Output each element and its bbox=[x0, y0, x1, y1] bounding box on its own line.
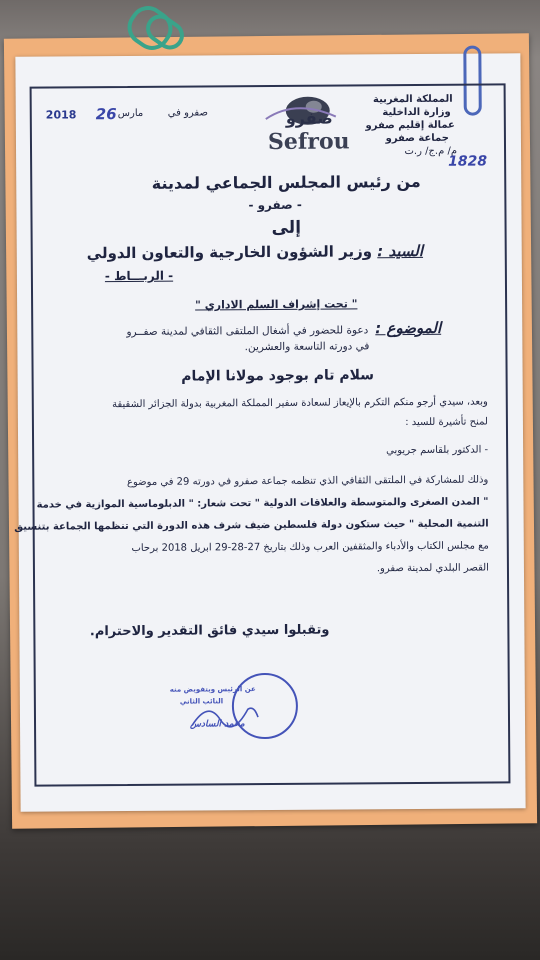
body-line: " المدن الصغرى والمتوسطة والعلاقات الدولية " تحت شعار: " الدبلوماسية الموازية في خدمة bbox=[36, 496, 489, 511]
closing-line: وتقبلوا سيدي فائق التقدير والاحترام. bbox=[89, 622, 330, 640]
body-line: التنمية المحلية " حيث ستكون دولة فلسطين ضيف شرف هذه الدورة التي تنظمها الجماعة بتنسيق bbox=[14, 518, 489, 533]
stamp-subtitle: النائب الثاني bbox=[179, 697, 224, 706]
recipient-title: وزير الشؤون الخارجية والتعاون الدولي bbox=[86, 242, 373, 263]
body-line: وبعد، سيدي أرجو منكم التكرم بالإيعاز لسعادة سفير المملكة المغربية بدولة الجزائر الشقيقة bbox=[112, 396, 488, 411]
recipient-line bbox=[87, 242, 423, 262]
body-line: القصر البلدي لمدينة صفرو. bbox=[376, 562, 489, 575]
date-month: مارس bbox=[117, 107, 144, 120]
body-line: وذلك للمشاركة في الملتقى الثقافي الذي تنظمه جماعة صفرو في دورته 29 في موضوع bbox=[126, 474, 489, 489]
sefrou-logo bbox=[246, 88, 356, 159]
body-line: لمنح تأشيرة للسيد : bbox=[405, 416, 488, 429]
stamp-text: عن الرئيس وبتفويض منه bbox=[169, 685, 256, 694]
subject-label: الموضوع : bbox=[375, 318, 442, 338]
date-prefix: صفرو في bbox=[167, 107, 209, 119]
logo-arabic: صفرو bbox=[285, 108, 333, 128]
recipient-label: السيد : bbox=[377, 241, 424, 261]
subject-line: في دورته التاسعة والعشرين. bbox=[244, 340, 370, 354]
header-line: المملكة المغربية bbox=[372, 93, 453, 106]
handwritten-signature bbox=[190, 695, 260, 735]
sender-city: - صفرو - bbox=[248, 197, 302, 213]
header-line: عمالة إقليم صفرو bbox=[365, 119, 455, 132]
date-year: 2018 bbox=[45, 108, 77, 122]
date-day: 26 bbox=[95, 105, 117, 124]
header-line: م/ م.ج/ ر.ت bbox=[404, 145, 458, 158]
letter-date bbox=[46, 107, 246, 128]
letter-page bbox=[15, 53, 525, 812]
signature-name: محمد السادس bbox=[190, 719, 245, 730]
subject-line: دعوة للحضور في أشغال الملتقى الثقافي لمدينة صفــرو bbox=[126, 324, 369, 339]
reference-number: 1828 bbox=[448, 153, 488, 170]
patronage-line: " تحت إشراف السلم الاداري " bbox=[195, 297, 358, 312]
person-name: - الدكتور بلقاسم جريوبي bbox=[386, 444, 489, 457]
header-line: وزارة الداخلية bbox=[382, 106, 451, 119]
logo-text: Sefrou bbox=[267, 128, 350, 156]
salutation: سلام تام بوجود مولانا الإمام bbox=[181, 367, 375, 385]
recipient-city: - الربـــاط - bbox=[104, 268, 174, 284]
body-line: مع مجلس الكتاب والأدباء والمثقفين العرب وذلك بتاريخ 27-28-29 ابريل 2018 برحاب bbox=[131, 540, 489, 554]
header-line: جماعة صفرو bbox=[385, 132, 449, 145]
sender-line: من رئيس المجلس الجماعي لمدينة bbox=[151, 171, 421, 193]
to-label: إلى bbox=[271, 217, 302, 238]
